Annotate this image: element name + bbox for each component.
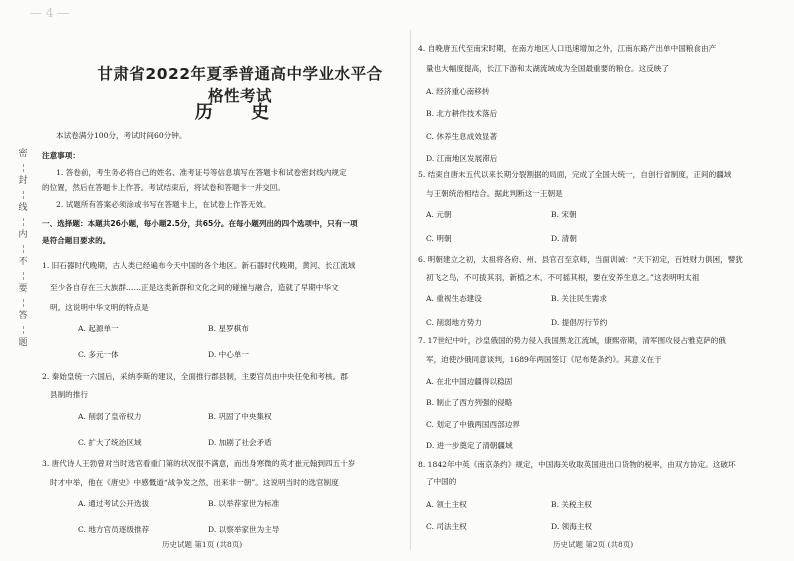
gutter-char: 封	[18, 176, 28, 186]
question-7-options	[426, 377, 520, 451]
question-4-options	[426, 87, 497, 164]
score-line: 本试卷满分100分，考试时间60分钟。	[56, 131, 187, 140]
section-heading: 一、选择题：本题共26小题，每小题2.5分，共65分。在每小题列出的四个选项中，只有一项	[42, 219, 358, 228]
question-5-line: 5. 结束自唐末五代以来长期分裂割据的局面，完成了全国大统一，自创行省制度，正间的疆域	[418, 170, 732, 179]
option: A. 在北中国边疆得以稳固	[426, 377, 513, 386]
question-6-options	[426, 294, 676, 329]
question-3-line: 时才中举，他在《唐史》中感慨道“战争发之然，出来非一朝”。这说明当时的选官制度	[50, 478, 339, 487]
option: B. 制止了西方列强的侵略	[426, 398, 513, 408]
question-8-options	[426, 500, 676, 533]
question-6-line: 6. 明朝建立之初，太祖将各府、州、县官召至京师，当面训诫：“天下初定，百姓财力俱困，譬犹	[418, 255, 743, 264]
subject-title: 历 史	[194, 102, 286, 123]
option: C. 多元一体	[78, 350, 119, 360]
option: B. 巩固了中央集权	[208, 412, 272, 421]
option: D. 进一步奠定了清朝疆域	[426, 440, 513, 450]
gutter-char: 不	[18, 257, 28, 267]
option: B. 关注民生需求	[551, 294, 607, 303]
question-2-options	[78, 412, 338, 449]
option: C. 明朝	[426, 234, 452, 244]
option: D. 中心单一	[208, 350, 250, 360]
option: A. 重视生态建设	[426, 294, 482, 303]
gutter-char: 内	[18, 230, 28, 240]
question-1-line: 1. 旧石器时代晚期，古人类已经遍布今天中国的各个地区。新石器时代晚期，黄河、长江流域	[42, 261, 356, 270]
left-column	[42, 0, 404, 561]
gutter-char: 密	[18, 149, 28, 159]
option: B. 北方耕作技术落后	[426, 109, 498, 119]
gutter-char: 线	[18, 203, 28, 213]
option: D. 以察举家世为主导	[208, 525, 280, 535]
option: B. 关税主权	[551, 500, 592, 509]
option: C. 削弱地方势力	[426, 318, 482, 328]
option: C. 司法主权	[426, 522, 467, 532]
note-2: 2. 试题所有答案必须涂或书写在答题卡上，在试卷上作答无效。	[56, 200, 271, 209]
option: A. 起源单一	[78, 324, 119, 333]
option: B. 星罗棋布	[208, 324, 249, 333]
question-2-line: 2. 秦始皇统一六国后，采纳李斯的建议，全面推行郡县制，主要官员由中央任免和考核。郡	[42, 372, 348, 381]
question-5-line: 与王朝统治相结合。据此判断这一王朝是	[426, 189, 563, 198]
option: A. 削弱了皇帝权力	[78, 412, 142, 421]
question-1-options	[78, 324, 338, 361]
option: A. 元朝	[426, 210, 452, 219]
gutter-char: 要	[18, 284, 28, 294]
gutter-char: 题	[18, 338, 28, 348]
option: D. 江南地区发展滞后	[426, 153, 498, 163]
option: D. 清朝	[551, 234, 577, 244]
question-5-options	[426, 210, 676, 245]
question-8-line: 8. 1842年中英《南京条约》规定，中国海关收取英国进出口货物的税率，由双方协定。这破坏	[418, 460, 736, 469]
question-4-line: 4. 自晚唐五代至南宋时期，在南方地区人口迅速增加之外，江南东路产出单中国粮食由产	[418, 44, 717, 53]
option: A. 通过考试公开选拔	[78, 499, 150, 508]
column-divider	[410, 30, 411, 550]
question-1-line: 至少各自存在三大族群……正是这类新群和文化之间的碰撞与融合，造就了早期中华文	[50, 283, 339, 292]
exam-title: 甘肃省2022年夏季普通高中学业水平合格性考试	[97, 65, 383, 105]
footer-right: 历史试题 第2页 (共8页)	[553, 540, 634, 549]
question-3-line: 3. 唐代诗人王勃曾对当时选官看重门第的状况很不满意，而出身寒微的英才崔元翰到四五十岁	[42, 459, 356, 468]
option: B. 宋朝	[551, 210, 577, 219]
option: D. 领海主权	[551, 522, 593, 532]
question-3-options	[78, 499, 338, 536]
note-1a: 1. 答卷前，考生务必将自己的姓名、准考证号等信息填写在答题卡和试卷密封线内规定	[56, 168, 347, 177]
question-7-line: 军，迫使沙俄同意谈判，1689年两国签订《尼布楚条约》。其意义在于	[426, 355, 662, 364]
note-1b: 的位置，然后在答题卡上作答。考试结束后，将试卷和答题卡一并交回。	[42, 183, 285, 192]
question-2-line: 县制的推行	[50, 390, 88, 399]
option: A. 经济重心南移转	[426, 87, 490, 96]
option: D. 提倡厉行节约	[551, 318, 608, 328]
option: C. 休养生息成效显著	[426, 131, 498, 141]
question-4-line: 量也大幅度提高，长江下游和太湖流域成为全国最重要的粮仓。这反映了	[426, 64, 669, 73]
section-heading-cont: 是符合题目要求的。	[42, 236, 111, 245]
option: B. 以举荐家世为标准	[208, 499, 280, 508]
option: D. 加剧了社会矛盾	[208, 438, 272, 448]
question-8-line: 了中国的	[426, 477, 457, 486]
gutter-char: 答	[18, 311, 28, 321]
binding-gutter	[14, 150, 32, 348]
question-7-line: 7. 17世纪中叶，沙皇俄国的势力侵入我国黑龙江流域，康熙帝期，清军围攻侵占雅克萨的俄	[418, 336, 726, 345]
question-6-line: 初飞之鸟，不可拔其羽，新植之木，不可摇其根，要在安养生息之。”这表明明太祖	[426, 273, 700, 282]
corner-mark: — 4 —	[30, 6, 70, 20]
question-1-line: 明。这说明中华文明的特点是	[50, 303, 149, 312]
right-column	[418, 0, 788, 561]
option: C. 划定了中俄两国西部边界	[426, 419, 520, 429]
option: A. 领土主权	[426, 500, 467, 509]
option: C. 扩大了统治区域	[78, 438, 142, 448]
footer-left: 历史试题 第1页 (共8页)	[162, 540, 243, 549]
notes-title: 注意事项：	[42, 151, 80, 160]
option: C. 地方官员逐级推荐	[78, 525, 150, 535]
